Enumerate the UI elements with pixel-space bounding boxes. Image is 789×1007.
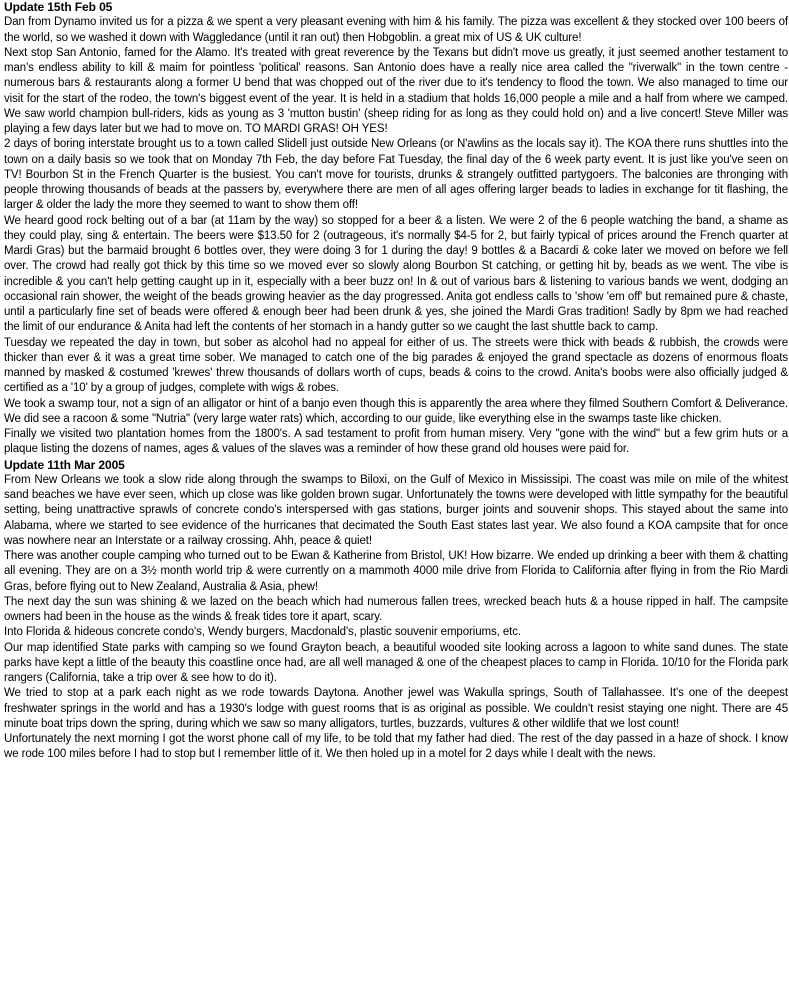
journal-paragraph: There was another couple camping who turned out to be Ewan & Katherine from Bristol, UK! How bizarre. We ended up drinking a beer with them & chatting all evening. They are on a 3½ month world trip & were currently on a mammoth 4000 mile drive from Florida to California after flying in from the Rio Mardi Gras, before flying out to New Zealand, Australia & Asia, phew! — [4, 550, 788, 593]
update-section — [4, 0, 788, 458]
update-heading: Update 11th Mar 2005 — [4, 457, 125, 472]
journal-paragraph: Into Florida & hideous concrete condo's, Wendy burgers, Macdonald's, plastic souvenir emporiums, etc. — [4, 626, 521, 639]
update-section — [4, 458, 788, 763]
journal-paragraph: We took a swamp tour, not a sign of an alligator or hint of a banjo even though this is apparently the area where they filmed Southern Comfort & Deliverance. We did see a racoon & some "Nutria" (very large water rats) which, according to our guide, like everything else in the swamps taste like chicken. — [4, 397, 788, 425]
journal-paragraph: The next day the sun was shining & we lazed on the beach which had numerous fallen trees, wrecked beach huts & a house ripped in half. The campsite owners had been in the house as the winds & freak tides tore it apart, scary. — [4, 595, 788, 623]
journal-paragraph: Dan from Dynamo invited us for a pizza & we spent a very pleasant evening with him & his family. The pizza was excellent & they stocked over 100 beers of the world, so we washed it down with Waggledance (until it ran out) then Hobgoblin. a great mix of US & UK culture! — [4, 16, 788, 44]
journal-paragraph: From New Orleans we took a slow ride along through the swamps to Biloxi, on the Gulf of Mexico in Mississipi. The coast was mile on mile of the whitest sand beaches we have ever seen, which up close was like golden brown sugar. Unfortunately the towns were developed with little sympathy for the beautiful setting, being unattractive sprawls of concrete condo's interspersed with gas stations, burger joints and souvenir shops. This stayed about the same into Alabama, where we started to see evidence of the hurricanes that decimated the South East states last year. We also found a KOA campsite that for once was nowhere near an Interstate or a railway crossing. Ahh, peace & quiet! — [4, 473, 788, 547]
journal-paragraph: Tuesday we repeated the day in town, but sober as alcohol had no appeal for either of us. The streets were thick with beads & rubbish, the crowds were thicker than ever & it was a great time sober. We managed to catch one of the big parades & enjoyed the grand spectacle as dozens of enormous floats manned by masked & costumed 'krewes' threw thousands of dollars worth of cups, beads & coins to the crowd. Anita's boobs were also officially judged & certified as a '10' by a group of judges, complete with wigs & robes. — [4, 336, 788, 395]
journal-paragraph: Unfortunately the next morning I got the worst phone call of my life, to be told that my father had died. The rest of the day passed in a haze of shock. I know we rode 100 miles before I had to stop but I remember little of it. We then holed up in a motel for 2 days while I dealt with the news. — [4, 733, 788, 761]
journal-paragraph: Finally we visited two plantation homes from the 1800's. A sad testament to profit from human misery. Very "gone with the wind" but a few grim huts or a plaque listing the dozens of names, ages & values of the slaves was a reminder of how these grand old houses were paid for. — [4, 428, 788, 456]
journal-page — [4, 0, 788, 763]
update-heading: Update 15th Feb 05 — [4, 0, 113, 14]
journal-paragraph: We heard good rock belting out of a bar (at 11am by the way) so stopped for a beer & a listen. We were 2 of the 6 people watching the band, a shame as they could play, sing & entertain. The beers were $13.50 for 2 (outrageous, it's normally $4-5 for 2, but fairly typical of prices around the French quarter at Mardi Gras) but the barmaid brought 6 bottles over, they were doing 3 for 1 during the day! 9 bottles & a Bacardi & coke later we moved on before we fell over. The crowd had really got thick by this time so we moved ever so slowly along Bourbon St catching, or getting hit by, beads as we went. The vibe is incredible & you can't help getting caught up in it, especially with a beer buzz on! In & out of various bars & listening to various bands we went, dodging an occasional rain shower, the weight of the beads growing heavier as the day progressed. Anita got endless calls to 'show 'em off' but remained pure & chaste, until a particularly fine set of beads were offered & enough beer had been drunk & yes, she joined the Mardi Gras tradition! Sadly by 8pm we had reached the limit of our endurance & Anita had left the contents of her stomach in a handy gutter so we caught the last shuttle back to camp. — [4, 214, 788, 334]
journal-paragraph: We tried to stop at a park each night as we rode towards Daytona. Another jewel was Wakulla springs, South of Tallahassee. It's one of the deepest freshwater springs in the world and has a 1930's lodge with guest rooms that is as original as possible. We couldn't resist staying one night. There are 45 minute boat trips down the spring, during which we saw so many alligators, turtles, buzzards, vultures & other wildlife that we lost count! — [4, 687, 788, 730]
journal-paragraph: 2 days of boring interstate brought us to a town called Slidell just outside New Orleans (or N'awlins as the locals say it). The KOA there runs shuttles into the town on a daily basis so we took that on Monday 7th Feb, the day before Fat Tuesday, the final day of the 6 week party event. It is just like you've seen on TV! Bourbon St in the French Quarter is the busiest. You can't move for tourists, drunks & strangely outfitted partygoers. The balconies are thronging with people throwing thousands of beads at the passers by, everywhere there are men of all ages offering larger beads to ladies in exchange for tit flashing, the larger & older the lady the more they seemed to want to show them off! — [4, 138, 788, 212]
journal-paragraph: Our map identified State parks with camping so we found Grayton beach, a beautiful wooded site looking across a lagoon to white sand dunes. The state parks have kept a little of the beauty this coastline once had, are all well managed & one of the cheapest places to camp in Florida. 10/10 for the Florida park rangers (California, take a trip over & see how to do it). — [4, 641, 788, 684]
journal-paragraph: Next stop San Antonio, famed for the Alamo. It's treated with great reverence by the Texans but didn't move us greatly, it just seemed another testament to man's endless ability to kill & maim for pointless 'political' reasons. San Antonio does have a really nice area called the "riverwalk" in the town centre - numerous bars & restaurants along a former U bend that was chopped out of the river due to it's tendency to flood the town. We also managed to time our visit for the start of the rodeo, the town's biggest event of the year. It is held in a stadium that holds 16,000 people a mile and a half from where we camped. We saw world champion bull-riders, kids as young as 3 'mutton bustin' (sheep riding for as long as they could hold on) and a live concert! Steve Miller was playing a few days later but we had to move on. TO MARDI GRAS! OH YES! — [4, 46, 788, 135]
